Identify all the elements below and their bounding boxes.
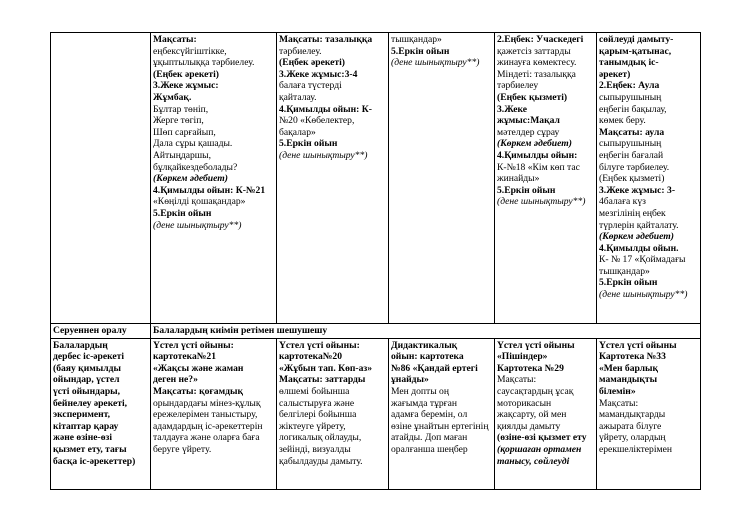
text-line: (дене шынықтыру**) — [391, 57, 480, 69]
text-line: Балалардың — [53, 339, 108, 351]
text-line: ойындар, үстел — [53, 374, 120, 386]
text-line: қажетсіз заттарды — [497, 45, 571, 57]
text-line: (Еңбек әрекеті) — [153, 68, 219, 80]
text-line: жинауға көмектесу. — [497, 57, 577, 69]
text-line: оралғанша шеңбер — [391, 443, 468, 455]
text-line: тышқандар» — [391, 34, 442, 45]
text-line: бұлқайкездеболады? — [153, 161, 238, 173]
text-line: (Еңбек қызметі) — [497, 91, 568, 103]
text-line: 5.Еркін ойын — [497, 184, 556, 196]
table-row — [51, 33, 701, 324]
text-line: Айтыңдаршы, — [153, 149, 212, 161]
text-line: орындардағы мінез-құлық — [153, 397, 261, 409]
text-line: адамға беремін, ол — [391, 409, 468, 421]
text-line: Мақсаты: — [599, 397, 639, 409]
table-row — [51, 324, 701, 339]
text-line: түрлерін қайталату. — [599, 219, 679, 231]
text-line: жіктеуге үйрету, — [279, 420, 346, 432]
text-line: зейінді, визуалды — [279, 443, 351, 455]
text-line: ажырата білуге — [599, 420, 662, 432]
text-line: «Жұбын тап. Көп-аз» — [279, 362, 373, 374]
text-line: дербес іс-әрекеті — [53, 351, 125, 363]
text-line: эксперимент, — [53, 409, 111, 421]
text-line: К-№18 «Кім көп тас — [497, 161, 580, 173]
text-line: білемін» — [599, 385, 636, 397]
text-line: қиялды дамыту — [497, 420, 561, 432]
text-line: Мақсаты: қоғамдық — [153, 385, 243, 397]
text-line: жұмыс:Мақал — [497, 115, 560, 127]
text-line: «Көңілді қошақандар» — [153, 196, 246, 208]
table-cell — [151, 33, 277, 324]
text-line: 4балаға күз — [599, 196, 646, 208]
text-line: атайды. Доп маған — [391, 432, 468, 444]
text-line: К- № 17 «Қоймадағы — [599, 254, 686, 266]
text-line: талдауға және оларға баға — [153, 432, 260, 444]
text-line: мамандықтарды — [599, 409, 666, 421]
text-line: (қоршаған ортамен — [497, 443, 582, 455]
text-line: салыстыруға және — [279, 397, 355, 409]
text-line: Мен допты оң — [391, 385, 449, 397]
text-line: 5.Еркін ойын — [599, 277, 658, 289]
text-line: (Еңбек әрекеті) — [279, 57, 345, 69]
text-line: белгілері бойынша — [279, 409, 357, 421]
text-line: еңбегін бақылау, — [599, 103, 667, 115]
text-line: ережелерімен таныстыру, — [153, 409, 258, 421]
text-line: Жұмбақ. — [153, 91, 192, 103]
text-line: сыпырушының — [599, 91, 662, 103]
text-line: Мақсаты: заттарды — [279, 374, 366, 386]
text-line: жинайды» — [497, 173, 540, 185]
text-line: үйрету, олардың — [599, 432, 666, 444]
text-line: 3.Жеке жұмыс: 3- — [599, 184, 676, 196]
text-line: сөйлеуді дамыту- — [599, 34, 674, 45]
text-line: қабылдауды дамыту. — [279, 455, 363, 467]
text-line: 2.Еңбек: Учаскедегі — [497, 34, 584, 45]
text-line: ұқыптылыққа тәрбиелеу. — [153, 57, 255, 69]
text-line: бейнелеу әрекеті, — [53, 397, 128, 409]
text-line: Картотека №29 — [497, 362, 564, 374]
text-line: әрекет) — [599, 68, 631, 80]
text-line: ерекшеліктерімен — [599, 443, 672, 455]
text-line: адамдардың іс-әрекеттерін — [153, 420, 263, 432]
text-line: (Көркем әдебиет) — [153, 173, 228, 185]
text-line: мамандықты — [599, 374, 658, 386]
table-cell — [51, 33, 151, 324]
table-row — [51, 338, 701, 489]
text-line: Мақсаты: тазалыққа — [279, 34, 373, 45]
text-line: «Пішіндер» — [497, 351, 548, 363]
text-line: 4.Қимылды ойын: К-№21 — [153, 184, 266, 196]
text-line: (дене шынықтыру**) — [279, 149, 368, 161]
text-line: жақсарту, ой мен — [497, 409, 567, 421]
text-line: Дала сұры қашады. — [153, 138, 233, 150]
text-line: қайталау. — [279, 91, 317, 103]
text-line: және өзіне-өзі — [53, 432, 113, 444]
text-line: еңбексүйгіштікке, — [153, 45, 227, 57]
text-line: 5.Еркін ойын — [153, 207, 212, 219]
text-line: 2.Еңбек: Аула — [599, 80, 660, 92]
table-cell — [389, 33, 495, 324]
text-line: деген не?» — [153, 374, 198, 386]
text-line: Дидактикалық — [391, 339, 458, 351]
text-line: 5.Еркін ойын — [279, 138, 338, 150]
text-line: бақалар» — [279, 126, 316, 138]
text-line: №20 «Көбелектер, — [279, 115, 355, 127]
text-line: жағымда тұрған — [391, 397, 457, 409]
text-line: Үстел үсті ойыны — [599, 339, 677, 351]
text-line: тышқандар» — [599, 265, 650, 277]
text-line: (өзіне-өзі қызмет ету — [497, 432, 587, 444]
text-line: 3.Жеке — [497, 103, 527, 115]
table-cell — [597, 33, 701, 324]
text-line: Міндеті: тазалыққа — [497, 68, 576, 80]
text-line: мәтелдер сұрау — [497, 126, 560, 138]
text-line: картотека№21 — [153, 351, 217, 363]
text-line: беруге үйрету. — [153, 443, 212, 455]
text-line: сыпырушының — [599, 138, 662, 150]
merged-cell: Балалардың киімін ретімен шешушешу — [151, 324, 701, 339]
text-line: білуге тәрбиелеу. — [599, 161, 670, 173]
text-line: 3.Жеке жұмыс:3-4 — [279, 68, 358, 80]
row-label — [51, 338, 151, 489]
text-line: Жерге төгіп, — [153, 115, 204, 127]
text-line: (дене шынықтыру**) — [153, 219, 242, 231]
table-cell — [597, 338, 701, 489]
text-line: тәрбиелеу — [497, 80, 539, 92]
text-line: (дене шынықтыру**) — [497, 196, 586, 208]
text-line: көмек беру. — [599, 115, 646, 127]
text-line: (Еңбек қызметі) — [599, 173, 665, 185]
text-line: кітаптар қарау — [53, 420, 119, 432]
table-cell — [277, 33, 389, 324]
text-line: тәрбиелеу. — [279, 45, 322, 57]
text-line: (Көркем әдебиет) — [599, 231, 674, 243]
text-line: басқа іс-әрекеттер) — [53, 455, 136, 467]
text-line: танымдық іс- — [599, 57, 659, 69]
text-line: (дене шынықтыру**) — [599, 289, 688, 301]
text-line: картотека№20 — [279, 351, 343, 363]
text-line: еңбегін бағалай — [599, 149, 664, 161]
text-line: 5.Еркін ойын — [391, 45, 450, 57]
text-line: Мақсаты: — [153, 34, 197, 45]
text-line: «Жақсы және жаман — [153, 362, 244, 374]
text-line: 3.Жеке жұмыс: — [153, 80, 219, 92]
text-line: №86 «Қандай ертегі — [391, 362, 478, 374]
text-line: Үстел үсті ойыны — [497, 339, 575, 351]
table-cell — [277, 338, 389, 489]
text-line: 4.Қимылды ойын: — [497, 149, 578, 161]
text-line: Мақсаты: — [497, 374, 537, 386]
text-line: (Көркем әдебиет) — [497, 138, 572, 150]
text-line: Мақсаты: аула — [599, 126, 665, 138]
schedule-table — [50, 32, 701, 490]
text-line: саусақтардың ұсақ — [497, 385, 574, 397]
text-line: 4.Қимылды ойын: К- — [279, 103, 372, 115]
text-line: өзіне ұнайтын ертегінің — [391, 420, 489, 432]
table-cell — [151, 338, 277, 489]
table-cell — [495, 33, 597, 324]
text-line: моторикасын — [497, 397, 552, 409]
text-line: Үстел үсті ойыны: — [279, 339, 360, 351]
text-line: «Мен барлық — [599, 362, 659, 374]
text-line: Үстел үсті ойыны: — [153, 339, 234, 351]
text-line: мезгілінің еңбек — [599, 207, 666, 219]
text-line: өлшемі бойынша — [279, 385, 350, 397]
text-line: 4.Қимылды ойын. — [599, 242, 679, 254]
text-line: балаға түстерді — [279, 80, 342, 92]
table-cell — [389, 338, 495, 489]
text-line: танысу, сөйлеуді — [497, 455, 570, 467]
text-line: қарым-қатынас, — [599, 45, 672, 57]
text-line: ойын: картотека — [391, 351, 464, 363]
row-label: Серуеннен оралу — [51, 324, 151, 339]
table-cell — [495, 338, 597, 489]
text-line: (баяу қимылды — [53, 362, 121, 374]
text-line: Картотека №33 — [599, 351, 666, 363]
text-line: Бұлтар төніп, — [153, 103, 209, 115]
text-line: ұнайды» — [391, 374, 429, 386]
text-line: логикалық ойлауды, — [279, 432, 362, 444]
text-line: үсті ойындары, — [53, 385, 121, 397]
text-line: қызмет ету, тағы — [53, 443, 127, 455]
text-line: Шөп сарғайып, — [153, 126, 216, 138]
